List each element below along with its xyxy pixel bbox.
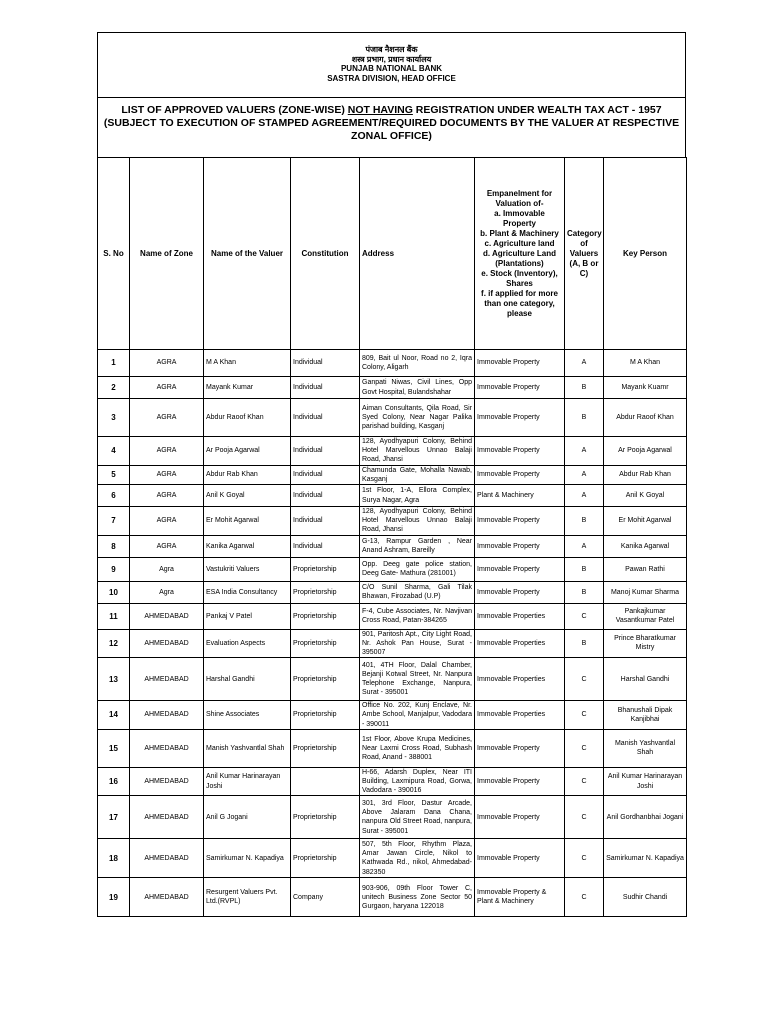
empanelment-cell: Plant & Machinery [475, 485, 565, 507]
address-cell: 128, Ayodhyapuri Colony, Behind Hotel Marvellous Unnao Balaji Road, Jhansi [360, 437, 475, 466]
valuer-cell: Shine Associates [204, 701, 291, 730]
zone-cell: AGRA [130, 350, 204, 377]
valuer-cell: Evaluation Aspects [204, 629, 291, 658]
empanelment-cell: Immovable Property [475, 767, 565, 796]
zone-cell: Agra [130, 581, 204, 603]
key-person-cell: Samirkumar N. Kapadiya [604, 839, 687, 878]
empanelment-cell: Immovable Property [475, 377, 565, 399]
valuer-cell: Samirkumar N. Kapadiya [204, 839, 291, 878]
zone-cell: AGRA [130, 465, 204, 484]
key-person-cell: Anil Kumar Harinarayan Joshi [604, 767, 687, 796]
hindi-bank-name: पंजाब नैशनल बैंक [365, 45, 418, 54]
valuer-cell: Mayank Kumar [204, 377, 291, 399]
address-cell: Chamunda Gate, Mohalla Nawab, Kasganj [360, 465, 475, 484]
category-cell: C [565, 701, 604, 730]
col-key-person: Key Person [604, 158, 687, 350]
category-cell: C [565, 839, 604, 878]
address-cell: F-4, Cube Associates, Nr. Navjivan Cross Road, Patan-384265 [360, 603, 475, 629]
address-cell: Opp. Deeg gate police station, Deeg Gate- Mathura (281001) [360, 557, 475, 581]
constitution-cell: Individual [291, 465, 360, 484]
constitution-cell: Proprietorship [291, 701, 360, 730]
category-cell: A [565, 437, 604, 466]
valuer-cell: Abdur Raoof Khan [204, 399, 291, 437]
constitution-cell [291, 767, 360, 796]
key-person-cell: Pawan Rathi [604, 557, 687, 581]
title-line1: LIST OF APPROVED VALUERS (ZONE-WISE) NOT HAVING REGISTRATION UNDER WEALTH TAX ACT - 1957 [121, 104, 662, 116]
empanelment-cell: Immovable Property [475, 399, 565, 437]
sno-cell: 8 [98, 535, 130, 557]
key-person-cell: Ar Pooja Agarwal [604, 437, 687, 466]
col-address: Address [360, 158, 475, 350]
key-person-cell: Abdur Raoof Khan [604, 399, 687, 437]
constitution-cell: Company [291, 878, 360, 917]
valuers-table [97, 157, 687, 917]
valuer-cell: Kanika Agarwal [204, 535, 291, 557]
empanelment-cell: Immovable Properties [475, 658, 565, 701]
category-cell: B [565, 581, 604, 603]
constitution-cell: Proprietorship [291, 839, 360, 878]
sno-cell: 17 [98, 796, 130, 839]
address-cell: Office No. 202, Kunj Enclave, Nr. Ambe School, Manjalpur, Vadodara - 390011 [360, 701, 475, 730]
address-cell: G-13, Rampur Garden , Near Anand Ashram, Bareilly [360, 535, 475, 557]
table-row [98, 729, 687, 767]
address-cell: Ganpati Niwas, Civil Lines, Opp Govt Hospital, Bulandshahar [360, 377, 475, 399]
sno-cell: 19 [98, 878, 130, 917]
constitution-cell: Individual [291, 507, 360, 536]
valuer-cell: ESA India Consultancy [204, 581, 291, 603]
division-name: SASTRA DIVISION, HEAD OFFICE [327, 73, 456, 83]
letterhead [97, 32, 686, 97]
sno-cell: 3 [98, 399, 130, 437]
category-cell: A [565, 465, 604, 484]
key-person-cell: Manoj Kumar Sharma [604, 581, 687, 603]
zone-cell: AGRA [130, 507, 204, 536]
key-person-cell: Bhanushali Dipak Kanjibhai [604, 701, 687, 730]
title-line2: (SUBJECT TO EXECUTION OF STAMPED AGREEMENT/REQUIRED DOCUMENTS BY THE VALUER AT RESPECTIVE ZONAL OFFICE) [103, 117, 680, 142]
address-cell: 507, 5th Floor, Rhythm Plaza, Amar Jawan Circle, Nikol to Kathwada Rd., nikol, Ahmedabad-382350 [360, 839, 475, 878]
valuer-cell: Ar Pooja Agarwal [204, 437, 291, 466]
zone-cell: AHMEDABAD [130, 603, 204, 629]
constitution-cell: Proprietorship [291, 729, 360, 767]
table-row [98, 701, 687, 730]
zone-cell: AHMEDABAD [130, 839, 204, 878]
table-row [98, 878, 687, 917]
zone-cell: AGRA [130, 485, 204, 507]
constitution-cell: Proprietorship [291, 658, 360, 701]
table-row [98, 399, 687, 437]
sno-cell: 11 [98, 603, 130, 629]
empanelment-cell: Immovable Property [475, 557, 565, 581]
category-cell: B [565, 377, 604, 399]
col-empanelment: Empanelment for Valuation of- a. Immovable Property b. Plant & Machinery c. Agriculture land d. Agriculture Land (Plantations) e. Stock (Inventory), Shares f. if applied for more than one category, please [475, 158, 565, 350]
constitution-cell: Proprietorship [291, 557, 360, 581]
sno-cell: 9 [98, 557, 130, 581]
empanelment-cell: Immovable Property [475, 350, 565, 377]
col-sno: S. No [98, 158, 130, 350]
valuer-cell: Harshal Gandhi [204, 658, 291, 701]
table-row [98, 465, 687, 484]
constitution-cell: Individual [291, 377, 360, 399]
valuer-cell: Anil K Goyal [204, 485, 291, 507]
constitution-cell: Individual [291, 535, 360, 557]
zone-cell: AGRA [130, 377, 204, 399]
constitution-cell: Proprietorship [291, 796, 360, 839]
table-row [98, 437, 687, 466]
zone-cell: AHMEDABAD [130, 767, 204, 796]
table-row [98, 767, 687, 796]
address-cell: 301, 3rd Floor, Dastur Arcade, Above Jalaram Dana Chana, nanpura Old Street Road, nanpura, Surat - 395001 [360, 796, 475, 839]
constitution-cell: Individual [291, 399, 360, 437]
sno-cell: 6 [98, 485, 130, 507]
table-row [98, 603, 687, 629]
zone-cell: AGRA [130, 399, 204, 437]
zone-cell: AHMEDABAD [130, 701, 204, 730]
address-cell: Aiman Consultants, Qila Road, Sir Syed Colony, Near Nagar Palika parishad building, Kasganj [360, 399, 475, 437]
bank-name: PUNJAB NATIONAL BANK [340, 64, 443, 73]
sno-cell: 4 [98, 437, 130, 466]
key-person-cell: M A Khan [604, 350, 687, 377]
empanelment-cell: Immovable Property & Plant & Machinery [475, 878, 565, 917]
empanelment-cell: Immovable Properties [475, 603, 565, 629]
constitution-cell: Proprietorship [291, 603, 360, 629]
document-title [97, 97, 686, 157]
table-row [98, 350, 687, 377]
table-row [98, 839, 687, 878]
table-row [98, 796, 687, 839]
sno-cell: 2 [98, 377, 130, 399]
category-cell: A [565, 535, 604, 557]
zone-cell: AHMEDABAD [130, 658, 204, 701]
address-cell: 128, Ayodhyapuri Colony, Behind Hotel Marvellous Unnao Balaji Road, Jhansi [360, 507, 475, 536]
sno-cell: 14 [98, 701, 130, 730]
sno-cell: 16 [98, 767, 130, 796]
valuer-cell: Anil G Jogani [204, 796, 291, 839]
key-person-cell: Pankajkumar Vasantkumar Patel [604, 603, 687, 629]
zone-cell: AGRA [130, 437, 204, 466]
category-cell: C [565, 796, 604, 839]
category-cell: A [565, 485, 604, 507]
sno-cell: 18 [98, 839, 130, 878]
category-cell: A [565, 350, 604, 377]
category-cell: B [565, 399, 604, 437]
empanelment-cell: Immovable Property [475, 796, 565, 839]
key-person-cell: Er Mohit Agarwal [604, 507, 687, 536]
address-cell: C/O Sunil Sharma, Gali Tilak Bhawan, Firozabad (U.P) [360, 581, 475, 603]
table-row [98, 557, 687, 581]
category-cell: C [565, 603, 604, 629]
table-row [98, 507, 687, 536]
sno-cell: 1 [98, 350, 130, 377]
valuer-cell: Anil Kumar Harinarayan Joshi [204, 767, 291, 796]
address-cell: 903-906, 09th Floor Tower C, unitech Business Zone Sector 50 Gurgaon, haryana 122018 [360, 878, 475, 917]
key-person-cell: Manish Yashvantlal Shah [604, 729, 687, 767]
zone-cell: AGRA [130, 535, 204, 557]
zone-cell: AHMEDABAD [130, 729, 204, 767]
empanelment-cell: Immovable Property [475, 465, 565, 484]
category-cell: C [565, 658, 604, 701]
valuer-cell: Pankaj V Patel [204, 603, 291, 629]
empanelment-cell: Immovable Property [475, 581, 565, 603]
sno-cell: 7 [98, 507, 130, 536]
key-person-cell: Abdur Rab Khan [604, 465, 687, 484]
key-person-cell: Harshal Gandhi [604, 658, 687, 701]
valuer-cell: Resurgent Valuers Pvt. Ltd.(RVPL) [204, 878, 291, 917]
col-zone: Name of Zone [130, 158, 204, 350]
empanelment-cell: Immovable Properties [475, 629, 565, 658]
category-cell: C [565, 878, 604, 917]
empanelment-cell: Immovable Property [475, 729, 565, 767]
category-cell: B [565, 629, 604, 658]
sno-cell: 15 [98, 729, 130, 767]
table-row [98, 581, 687, 603]
table-row [98, 658, 687, 701]
zone-cell: AHMEDABAD [130, 878, 204, 917]
valuer-cell: Abdur Rab Khan [204, 465, 291, 484]
valuer-cell: Er Mohit Agarwal [204, 507, 291, 536]
category-cell: B [565, 557, 604, 581]
empanelment-cell: Immovable Property [475, 507, 565, 536]
constitution-cell: Individual [291, 485, 360, 507]
empanelment-cell: Immovable Property [475, 437, 565, 466]
table-row [98, 535, 687, 557]
zone-cell: Agra [130, 557, 204, 581]
address-cell: 809, Bait ul Noor, Road no 2, Iqra Colony, Aligarh [360, 350, 475, 377]
sno-cell: 5 [98, 465, 130, 484]
document-page [97, 32, 686, 917]
constitution-cell: Proprietorship [291, 629, 360, 658]
col-valuer: Name of the Valuer [204, 158, 291, 350]
col-category: Category of Valuers (A, B or C) [565, 158, 604, 350]
zone-cell: AHMEDABAD [130, 629, 204, 658]
category-cell: C [565, 729, 604, 767]
category-cell: C [565, 767, 604, 796]
table-header-row [98, 158, 687, 350]
constitution-cell: Proprietorship [291, 581, 360, 603]
table-row [98, 485, 687, 507]
col-constitution: Constitution [291, 158, 360, 350]
key-person-cell: Mayank Kuamr [604, 377, 687, 399]
valuer-cell: Vastukriti Valuers [204, 557, 291, 581]
key-person-cell: Sudhir Chandi [604, 878, 687, 917]
address-cell: H-66, Adarsh Duplex, Near ITI Building, Laxmipura Road, Gorwa, Vadodara - 390016 [360, 767, 475, 796]
sno-cell: 10 [98, 581, 130, 603]
category-cell: B [565, 507, 604, 536]
zone-cell: AHMEDABAD [130, 796, 204, 839]
sno-cell: 12 [98, 629, 130, 658]
valuer-cell: M A Khan [204, 350, 291, 377]
table-row [98, 377, 687, 399]
address-cell: 1st Floor, 1-A, Ellora Complex, Surya Nagar, Agra [360, 485, 475, 507]
empanelment-cell: Immovable Property [475, 535, 565, 557]
table-row [98, 629, 687, 658]
constitution-cell: Individual [291, 437, 360, 466]
empanelment-cell: Immovable Property [475, 839, 565, 878]
key-person-cell: Kanika Agarwal [604, 535, 687, 557]
constitution-cell: Individual [291, 350, 360, 377]
sno-cell: 13 [98, 658, 130, 701]
address-cell: 1st Floor, Above Krupa Medicines, Near Laxmi Cross Road, Subhash Road, Anand - 388001 [360, 729, 475, 767]
address-cell: 401, 4TH Floor, Dalal Chamber, Bejanji Kotwal Street, Nr. Nanpura Telephone Exchange, Nanpura, Surat - 395001 [360, 658, 475, 701]
valuer-cell: Manish Yashvantlal Shah [204, 729, 291, 767]
key-person-cell: Anil Gordhanbhai Jogani [604, 796, 687, 839]
key-person-cell: Prince Bharatkumar Mistry [604, 629, 687, 658]
key-person-cell: Anil K Goyal [604, 485, 687, 507]
empanelment-cell: Immovable Properties [475, 701, 565, 730]
address-cell: 901, Paritosh Apt., City Light Road, Nr. Ashok Pan House, Surat - 395007 [360, 629, 475, 658]
title-underlined: NOT HAVING [347, 104, 413, 116]
hindi-division: शस्त्र प्रभाग, प्रधान कार्यालय [351, 54, 432, 64]
